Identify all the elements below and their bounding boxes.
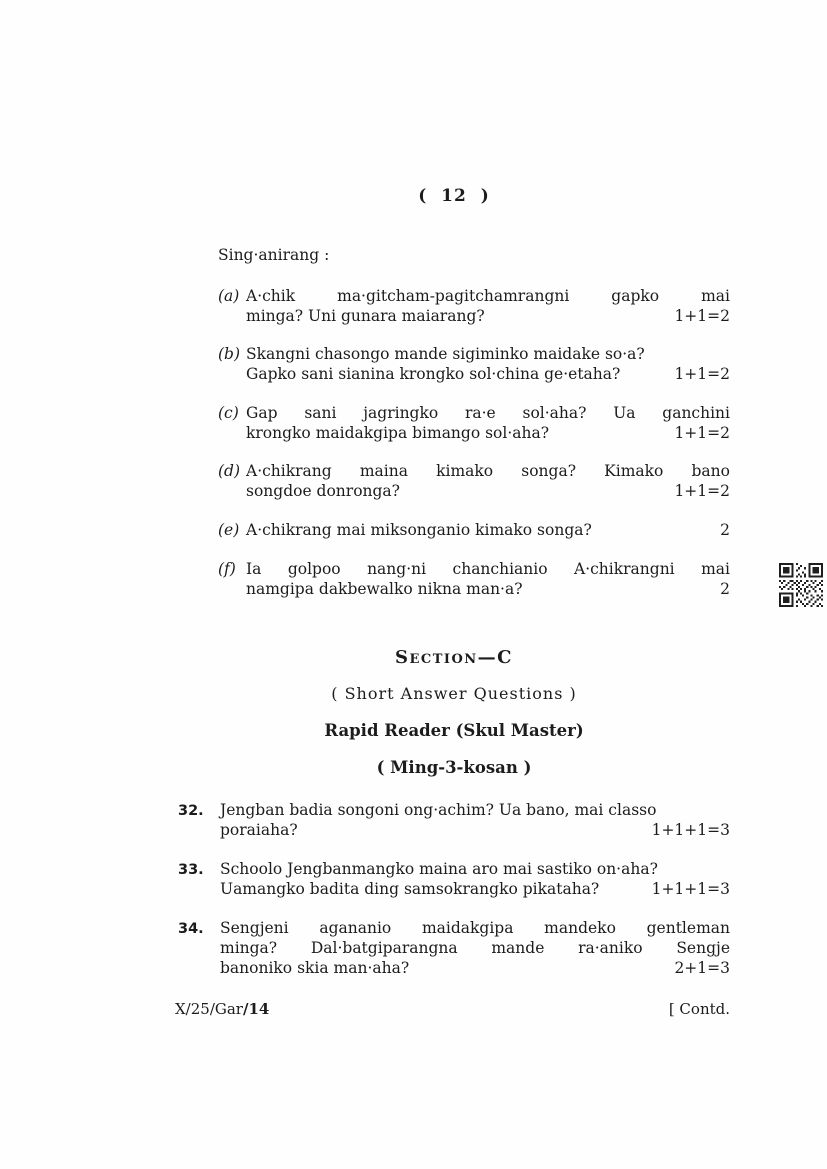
question-line: minga? Dal·batgiparangna mande ra·aniko Sengje [220, 939, 730, 957]
question-line: Schoolo Jengbanmangko maina aro mai sastiko on·aha? [220, 860, 658, 878]
subquestion-label: (c) [218, 404, 239, 422]
section-c-book-title: Rapid Reader (Skul Master) [324, 721, 584, 740]
qr-code [778, 563, 824, 607]
question-34 [178, 918, 730, 978]
question-text: poraiaha? [220, 821, 298, 839]
question-line [246, 481, 730, 501]
subquestion-b [218, 344, 730, 384]
question-line [246, 423, 730, 443]
marks-value: 1+1+1=3 [651, 880, 730, 898]
subquestion-c [218, 403, 730, 443]
question-32 [178, 800, 730, 840]
marks-value: 1+1=2 [674, 424, 730, 442]
question-text: A·chikrang mai miksonganio kimako songa? [246, 521, 592, 539]
section-c-title: Section—C [394, 647, 514, 668]
question-line: A·chikrang maina kimako songa? Kimako bano [246, 462, 730, 480]
question-text: Gapko sani sianina krongko sol·china ge·etaha? [246, 365, 621, 383]
marks-value: 1+1=2 [674, 307, 730, 325]
question-33 [178, 859, 730, 899]
question-line: Ia golpoo nang·ni chanchianio A·chikrangni mai [246, 560, 730, 578]
question-text: minga? Uni gunara maiarang? [246, 307, 485, 325]
question-text: banoniko skia man·aha? [220, 959, 410, 977]
subquestion-label: (f) [218, 560, 236, 578]
section-c-chapter: ( Ming-3-kosan ) [376, 758, 532, 777]
subquestion-label: (a) [218, 287, 240, 305]
question-number: 34. [178, 921, 204, 937]
question-line [220, 958, 730, 978]
subquestion-label: (b) [218, 345, 241, 363]
question-line: A·chik ma·gitcham-pagitchamrangni gapko mai [246, 287, 730, 305]
subquestion-label: (e) [218, 521, 240, 539]
section-c-subtitle: ( Short Answer Questions ) [331, 684, 577, 703]
subquestion-d [218, 461, 730, 501]
marks-value: 1+1=2 [674, 365, 730, 383]
marks-value: 2 [720, 580, 730, 598]
question-line [246, 520, 730, 540]
question-line: Gap sani jagringko ra·e sol·aha? Ua ganchini [246, 404, 730, 422]
subquestion-a [218, 286, 730, 326]
question-text: Uamangko badita ding samsokrangko pikataha? [220, 880, 600, 898]
question-line [220, 820, 730, 840]
question-line [246, 579, 730, 599]
question-line [246, 364, 730, 384]
subquestion-label: (d) [218, 462, 241, 480]
marks-value: 1+1+1=3 [651, 821, 730, 839]
paper-code-text: X/25/Gar [175, 1000, 243, 1018]
contd-marker: [ Contd. [668, 1000, 730, 1018]
question-text: songdoe donronga? [246, 482, 400, 500]
question-text: krongko maidakgipa bimango sol·aha? [246, 424, 550, 442]
marks-value: 2+1=3 [674, 959, 730, 977]
question-number: 33. [178, 862, 204, 878]
question-line: Jengban badia songoni ong·achim? Ua bano, mai classo [220, 801, 657, 819]
marks-value: 1+1=2 [674, 482, 730, 500]
subquestion-e [218, 520, 730, 540]
question-line [220, 879, 730, 899]
question-line: Skangni chasongo mande sigiminko maidake so·a? [246, 345, 645, 363]
question-line [246, 306, 730, 326]
question-line: Sengjeni agananio maidakgipa mandeko gentleman [220, 919, 730, 937]
subquestion-f [218, 559, 730, 599]
section-instruction: Sing·anirang : [218, 246, 330, 264]
paper-code-number: /14 [242, 1000, 270, 1018]
question-number: 32. [178, 803, 204, 819]
marks-value: 2 [720, 521, 730, 539]
question-text: namgipa dakbewalko nikna man·a? [246, 580, 523, 598]
page-number: ( 12 ) [418, 186, 490, 206]
